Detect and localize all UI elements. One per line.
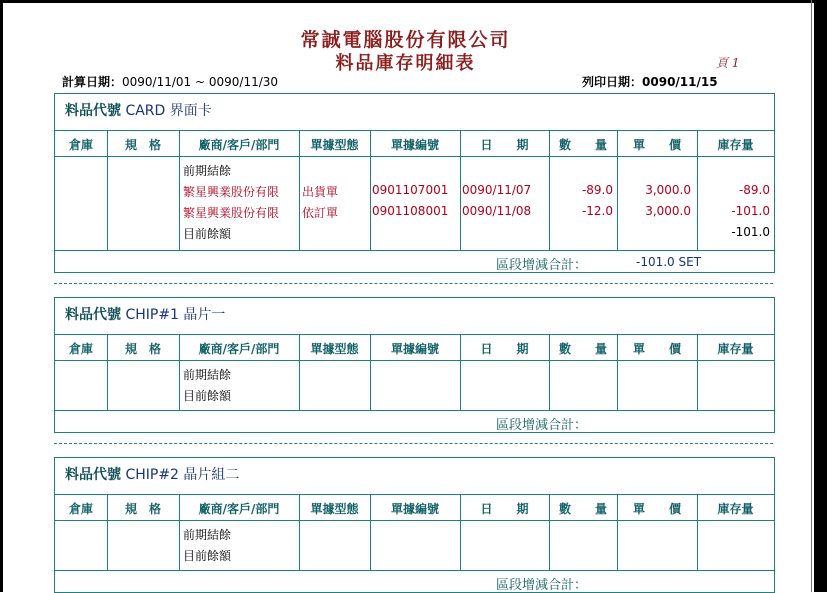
item-code-label: 料品代號 — [65, 307, 121, 323]
calc-date-value: 0090/11/01 ~ 0090/11/30 — [122, 75, 279, 89]
column-header: 日 期 — [480, 502, 529, 516]
window-left-border — [0, 0, 3, 592]
column-header: 規 格 — [124, 342, 161, 356]
column-header: 單據型態 — [310, 342, 359, 356]
subtotal-value: -101.0 SET — [636, 255, 702, 269]
item-title — [65, 304, 225, 324]
column-header: 單據編號 — [390, 138, 439, 152]
table-rule — [55, 130, 774, 131]
cell-party: 目前餘額 — [183, 389, 232, 403]
table-rule — [55, 334, 774, 335]
item-name: 界面卡 — [169, 103, 212, 119]
cell-party: 前期結餘 — [183, 368, 232, 382]
window-right-divider — [811, 0, 812, 592]
item-section — [54, 297, 775, 433]
column-header: 廠商/客戶/部門 — [198, 502, 280, 516]
cell-stock: -101.0 — [731, 204, 770, 218]
calc-date-label: 計算日期： — [62, 75, 123, 89]
column-header: 倉庫 — [68, 342, 93, 356]
cell-stock: -101.0 — [731, 225, 770, 239]
column-header: 單 價 — [632, 138, 681, 152]
page-number: 頁 1 — [716, 56, 740, 70]
column-header: 規 格 — [124, 502, 161, 516]
item-section — [54, 93, 775, 273]
cell-doc-type: 出貨單 — [302, 185, 339, 199]
table-rule — [55, 570, 774, 571]
item-code: CHIP#1 — [125, 307, 179, 323]
cell-price: 3,000.0 — [645, 204, 691, 218]
column-header: 倉庫 — [68, 502, 93, 516]
item-title — [65, 464, 239, 484]
section-separator — [54, 443, 773, 444]
calc-date — [62, 73, 278, 90]
column-header: 單據編號 — [390, 342, 439, 356]
cell-date: 0090/11/07 — [462, 183, 532, 197]
cell-party: 繁星興業股份有限 — [183, 206, 280, 220]
column-header: 數 量 — [558, 138, 607, 152]
print-date-value: 0090/11/15 — [642, 75, 718, 89]
subtotal-label: 區段增減合計： — [496, 578, 588, 593]
column-header: 單據型態 — [310, 138, 359, 152]
cell-qty: -89.0 — [581, 183, 613, 197]
item-code: CARD — [125, 103, 166, 119]
column-header: 單 價 — [632, 342, 681, 356]
column-header: 庫存量 — [717, 502, 754, 516]
column-header: 單據型態 — [310, 502, 359, 516]
table-rule — [55, 156, 774, 157]
cell-party: 前期結餘 — [183, 528, 232, 542]
column-header: 庫存量 — [717, 138, 754, 152]
item-section — [54, 457, 775, 593]
window-top-border — [0, 0, 827, 3]
column-header: 數 量 — [558, 342, 607, 356]
report-title: 料品庫存明細表 — [335, 53, 476, 74]
cell-party: 目前餘額 — [183, 549, 232, 563]
print-date-label: 列印日期： — [582, 75, 643, 89]
cell-price: 3,000.0 — [645, 183, 691, 197]
column-header: 規 格 — [124, 138, 161, 152]
column-header: 單 價 — [632, 502, 681, 516]
cell-stock: -89.0 — [738, 183, 770, 197]
table-rule — [55, 520, 774, 521]
table-rule — [55, 410, 774, 411]
column-header: 廠商/客戶/部門 — [198, 342, 280, 356]
column-header: 庫存量 — [717, 342, 754, 356]
company-name: 常誠電腦股份有限公司 — [300, 29, 511, 51]
cell-date: 0090/11/08 — [462, 204, 532, 218]
cell-qty: -12.0 — [581, 204, 613, 218]
column-header: 單據編號 — [390, 502, 439, 516]
item-code-label: 料品代號 — [65, 467, 121, 483]
cell-party: 目前餘額 — [183, 227, 232, 241]
column-header: 倉庫 — [68, 138, 93, 152]
item-code-label: 料品代號 — [65, 103, 121, 119]
column-header: 日 期 — [480, 342, 529, 356]
column-header: 日 期 — [480, 138, 529, 152]
column-header: 廠商/客戶/部門 — [198, 138, 280, 152]
cell-doc-no: 0901108001 — [372, 204, 449, 218]
print-date — [582, 73, 718, 90]
cell-doc-type: 依訂單 — [302, 206, 339, 220]
subtotal-label: 區段增減合計： — [496, 258, 588, 273]
item-name: 晶片組二 — [183, 467, 240, 483]
table-rule — [55, 250, 774, 251]
section-separator — [54, 283, 773, 284]
item-name: 晶片一 — [183, 307, 226, 323]
table-rule — [55, 494, 774, 495]
cell-party: 繁星興業股份有限 — [183, 185, 280, 199]
subtotal-label: 區段增減合計： — [496, 418, 588, 433]
item-title — [65, 100, 212, 120]
window-right-border — [814, 0, 827, 592]
cell-party: 前期結餘 — [183, 164, 232, 178]
cell-doc-no: 0901107001 — [372, 183, 449, 197]
table-rule — [55, 360, 774, 361]
item-code: CHIP#2 — [125, 467, 179, 483]
column-header: 數 量 — [558, 502, 607, 516]
